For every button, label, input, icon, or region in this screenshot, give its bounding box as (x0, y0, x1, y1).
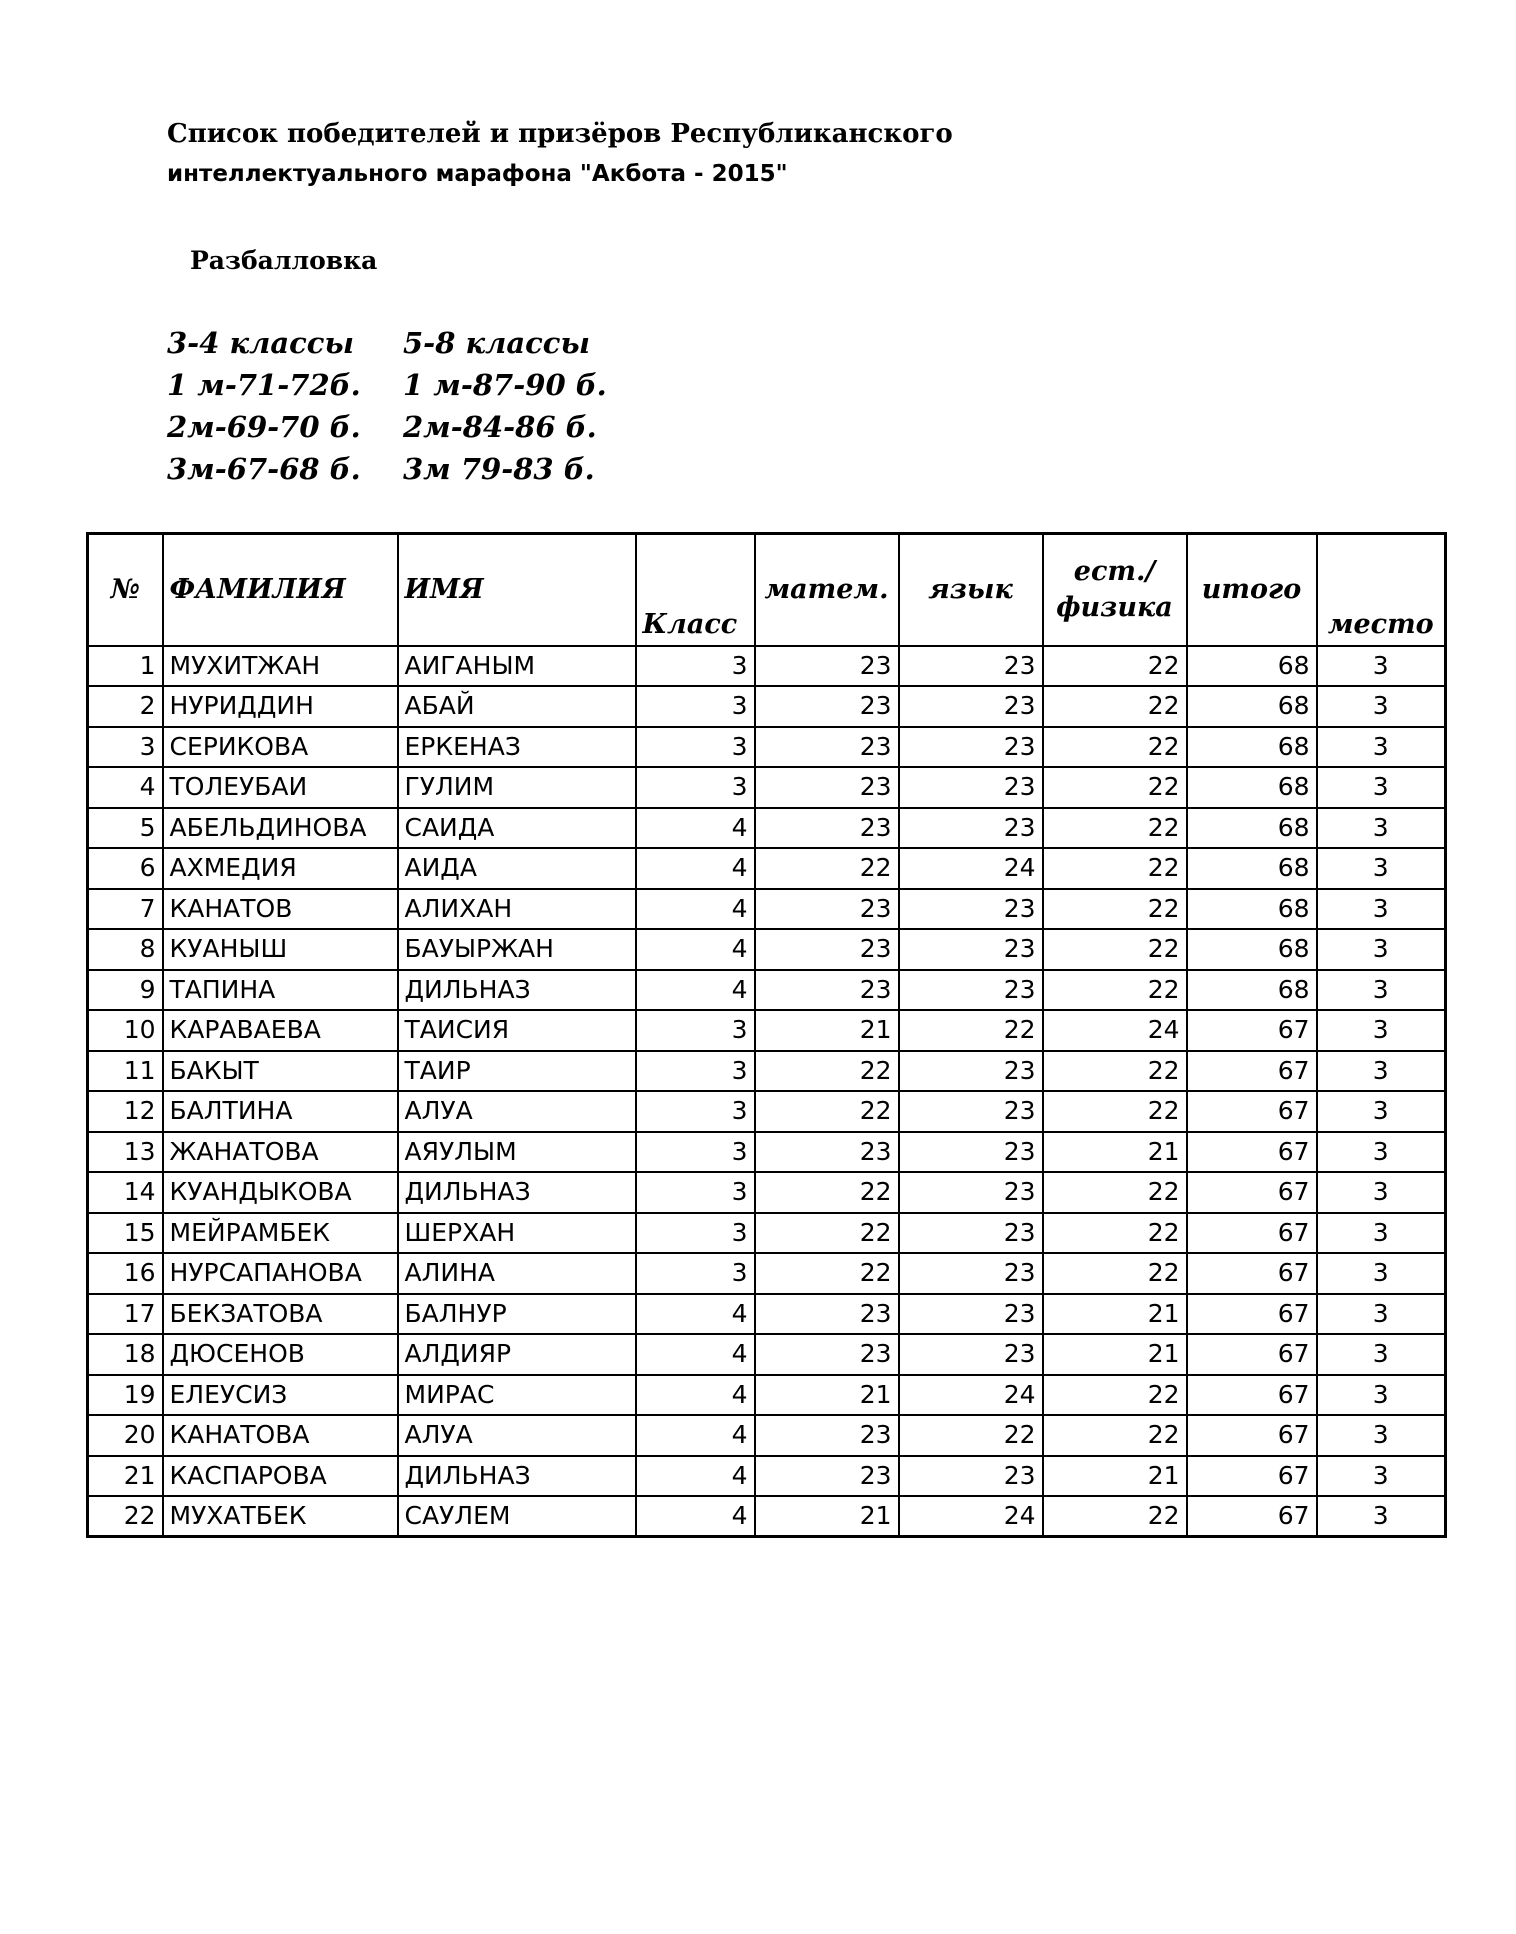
cell-num: 18 (88, 1334, 163, 1375)
cell-science: 22 (1043, 686, 1187, 727)
cell-total: 67 (1187, 1294, 1317, 1335)
cell-surname: КУАНЫШ (163, 929, 398, 970)
cell-science: 22 (1043, 1375, 1187, 1416)
cell-total: 68 (1187, 808, 1317, 849)
cell-surname: КАНАТОВА (163, 1415, 398, 1456)
table-row (88, 808, 1446, 849)
cell-science: 22 (1043, 848, 1187, 889)
cell-grade: 3 (636, 1172, 755, 1213)
cell-name: АБАЙ (398, 686, 636, 727)
table-row (88, 1253, 1446, 1294)
scoring-col1-place2: 2м-69-70 б. (167, 410, 361, 444)
header-science-line2: физика (1056, 591, 1173, 623)
cell-grade: 3 (636, 1213, 755, 1254)
cell-surname: ТАПИНА (163, 970, 398, 1011)
cell-surname: ДЮСЕНОВ (163, 1334, 398, 1375)
cell-name: ГУЛИМ (398, 767, 636, 808)
cell-name: АИДА (398, 848, 636, 889)
cell-name: МИРАС (398, 1375, 636, 1416)
cell-num: 6 (88, 848, 163, 889)
cell-math: 23 (755, 929, 899, 970)
table-row (88, 1051, 1446, 1092)
cell-grade: 4 (636, 1334, 755, 1375)
cell-surname: СЕРИКОВА (163, 727, 398, 768)
cell-language: 23 (899, 1172, 1043, 1213)
cell-num: 19 (88, 1375, 163, 1416)
table-row (88, 929, 1446, 970)
cell-grade: 4 (636, 929, 755, 970)
cell-num: 17 (88, 1294, 163, 1335)
cell-total: 67 (1187, 1010, 1317, 1051)
table-row (88, 1456, 1446, 1497)
cell-grade: 3 (636, 1091, 755, 1132)
cell-grade: 4 (636, 1456, 755, 1497)
table-row (88, 889, 1446, 930)
cell-language: 23 (899, 1091, 1043, 1132)
table-row (88, 1172, 1446, 1213)
table-body (88, 646, 1446, 1537)
table-row (88, 1091, 1446, 1132)
page-title: Список победителей и призёров Республиканского (167, 119, 953, 149)
cell-total: 68 (1187, 686, 1317, 727)
cell-grade: 3 (636, 1010, 755, 1051)
cell-math: 23 (755, 1334, 899, 1375)
cell-total: 67 (1187, 1334, 1317, 1375)
header-total: итого (1187, 534, 1317, 646)
cell-math: 23 (755, 727, 899, 768)
cell-num: 8 (88, 929, 163, 970)
cell-science: 22 (1043, 970, 1187, 1011)
cell-science: 22 (1043, 1051, 1187, 1092)
cell-math: 23 (755, 1456, 899, 1497)
cell-language: 23 (899, 929, 1043, 970)
cell-num: 11 (88, 1051, 163, 1092)
cell-place: 3 (1317, 646, 1446, 687)
cell-place: 3 (1317, 1294, 1446, 1335)
table-row (88, 646, 1446, 687)
cell-grade: 4 (636, 808, 755, 849)
cell-surname: БАЛТИНА (163, 1091, 398, 1132)
table-row (88, 1415, 1446, 1456)
cell-grade: 3 (636, 686, 755, 727)
cell-place: 3 (1317, 889, 1446, 930)
cell-language: 23 (899, 646, 1043, 687)
cell-num: 21 (88, 1456, 163, 1497)
cell-language: 23 (899, 1213, 1043, 1254)
cell-language: 22 (899, 1415, 1043, 1456)
cell-total: 68 (1187, 970, 1317, 1011)
cell-total: 67 (1187, 1253, 1317, 1294)
cell-language: 23 (899, 1253, 1043, 1294)
cell-language: 23 (899, 970, 1043, 1011)
cell-science: 22 (1043, 727, 1187, 768)
cell-science: 22 (1043, 1496, 1187, 1537)
cell-place: 3 (1317, 808, 1446, 849)
header-surname: ФАМИЛИЯ (163, 534, 398, 646)
scoring-col2-place3: 3м 79-83 б. (403, 452, 595, 486)
cell-language: 23 (899, 1294, 1043, 1335)
table-row (88, 848, 1446, 889)
cell-language: 23 (899, 767, 1043, 808)
table-row (88, 1496, 1446, 1537)
header-name: ИМЯ (398, 534, 636, 646)
cell-num: 5 (88, 808, 163, 849)
cell-grade: 4 (636, 1496, 755, 1537)
cell-place: 3 (1317, 1375, 1446, 1416)
cell-math: 23 (755, 970, 899, 1011)
cell-name: ТАИСИЯ (398, 1010, 636, 1051)
cell-num: 22 (88, 1496, 163, 1537)
cell-num: 2 (88, 686, 163, 727)
cell-surname: КАНАТОВ (163, 889, 398, 930)
cell-language: 24 (899, 1496, 1043, 1537)
cell-total: 67 (1187, 1051, 1317, 1092)
header-science (1043, 534, 1187, 646)
scoring-col1-heading: 3-4 классы (167, 326, 354, 360)
cell-language: 23 (899, 1132, 1043, 1173)
table-row (88, 1334, 1446, 1375)
cell-math: 22 (755, 848, 899, 889)
cell-grade: 4 (636, 848, 755, 889)
cell-total: 68 (1187, 889, 1317, 930)
cell-grade: 3 (636, 646, 755, 687)
cell-surname: МУХАТБЕК (163, 1496, 398, 1537)
cell-grade: 4 (636, 970, 755, 1011)
table-row (88, 1294, 1446, 1335)
cell-num: 9 (88, 970, 163, 1011)
scoring-col2-place2: 2м-84-86 б. (403, 410, 597, 444)
cell-language: 23 (899, 727, 1043, 768)
cell-num: 14 (88, 1172, 163, 1213)
cell-math: 22 (755, 1253, 899, 1294)
cell-place: 3 (1317, 1091, 1446, 1132)
cell-place: 3 (1317, 686, 1446, 727)
cell-place: 3 (1317, 1415, 1446, 1456)
cell-total: 67 (1187, 1132, 1317, 1173)
cell-name: САУЛЕМ (398, 1496, 636, 1537)
cell-math: 21 (755, 1375, 899, 1416)
cell-surname: ЖАНАТОВА (163, 1132, 398, 1173)
cell-name: ЕРКЕНАЗ (398, 727, 636, 768)
cell-math: 21 (755, 1496, 899, 1537)
table-row (88, 970, 1446, 1011)
cell-grade: 4 (636, 1294, 755, 1335)
cell-place: 3 (1317, 1010, 1446, 1051)
cell-math: 22 (755, 1213, 899, 1254)
cell-surname: АБЕЛЬДИНОВА (163, 808, 398, 849)
cell-name: ДИЛЬНАЗ (398, 1172, 636, 1213)
cell-surname: ТОЛЕУБАИ (163, 767, 398, 808)
cell-grade: 3 (636, 727, 755, 768)
scoring-legend (167, 322, 663, 490)
cell-surname: КАРАВАЕВА (163, 1010, 398, 1051)
cell-language: 23 (899, 686, 1043, 727)
cell-total: 67 (1187, 1375, 1317, 1416)
cell-name: АЛУА (398, 1091, 636, 1132)
cell-science: 22 (1043, 929, 1187, 970)
table-row (88, 1010, 1446, 1051)
cell-language: 24 (899, 848, 1043, 889)
cell-num: 20 (88, 1415, 163, 1456)
cell-name: АЛИНА (398, 1253, 636, 1294)
scoring-col2-place1: 1 м-87-90 б. (403, 368, 607, 402)
cell-science: 24 (1043, 1010, 1187, 1051)
cell-total: 67 (1187, 1456, 1317, 1497)
cell-surname: КАСПАРОВА (163, 1456, 398, 1497)
cell-name: АЯУЛЫМ (398, 1132, 636, 1173)
scoring-col1-place1: 1 м-71-72б. (167, 368, 361, 402)
cell-total: 67 (1187, 1496, 1317, 1537)
cell-science: 21 (1043, 1294, 1187, 1335)
cell-language: 23 (899, 889, 1043, 930)
cell-science: 22 (1043, 767, 1187, 808)
cell-total: 68 (1187, 929, 1317, 970)
table-row (88, 767, 1446, 808)
header-grade: Класс (636, 534, 755, 646)
cell-science: 21 (1043, 1132, 1187, 1173)
cell-math: 23 (755, 808, 899, 849)
cell-name: САИДА (398, 808, 636, 849)
cell-language: 23 (899, 1051, 1043, 1092)
header-place: место (1317, 534, 1446, 646)
cell-surname: МУХИТЖАН (163, 646, 398, 687)
cell-math: 23 (755, 889, 899, 930)
cell-surname: НУРИДДИН (163, 686, 398, 727)
cell-science: 22 (1043, 646, 1187, 687)
cell-place: 3 (1317, 1496, 1446, 1537)
cell-name: ШЕРХАН (398, 1213, 636, 1254)
cell-place: 3 (1317, 1334, 1446, 1375)
cell-surname: КУАНДЫКОВА (163, 1172, 398, 1213)
cell-name: ТАИР (398, 1051, 636, 1092)
cell-surname: БЕКЗАТОВА (163, 1294, 398, 1335)
cell-num: 15 (88, 1213, 163, 1254)
cell-num: 10 (88, 1010, 163, 1051)
cell-math: 23 (755, 767, 899, 808)
header-math: матем. (755, 534, 899, 646)
cell-place: 3 (1317, 1456, 1446, 1497)
cell-place: 3 (1317, 1132, 1446, 1173)
cell-grade: 4 (636, 1375, 755, 1416)
cell-total: 68 (1187, 727, 1317, 768)
cell-place: 3 (1317, 848, 1446, 889)
cell-math: 23 (755, 1132, 899, 1173)
cell-total: 67 (1187, 1213, 1317, 1254)
results-table (86, 532, 1447, 1538)
cell-math: 22 (755, 1172, 899, 1213)
cell-place: 3 (1317, 1253, 1446, 1294)
cell-name: БАУЫРЖАН (398, 929, 636, 970)
cell-math: 22 (755, 1091, 899, 1132)
cell-num: 4 (88, 767, 163, 808)
cell-science: 22 (1043, 1213, 1187, 1254)
cell-num: 7 (88, 889, 163, 930)
cell-name: АИГАНЫМ (398, 646, 636, 687)
cell-science: 22 (1043, 889, 1187, 930)
cell-surname: НУРСАПАНОВА (163, 1253, 398, 1294)
cell-science: 22 (1043, 1091, 1187, 1132)
cell-surname: МЕЙРАМБЕК (163, 1213, 398, 1254)
cell-science: 22 (1043, 1172, 1187, 1213)
cell-total: 67 (1187, 1172, 1317, 1213)
table-row (88, 1213, 1446, 1254)
cell-grade: 3 (636, 1051, 755, 1092)
cell-grade: 3 (636, 1253, 755, 1294)
cell-name: ДИЛЬНАЗ (398, 1456, 636, 1497)
cell-num: 3 (88, 727, 163, 768)
cell-name: АЛДИЯР (398, 1334, 636, 1375)
cell-place: 3 (1317, 767, 1446, 808)
header-science-line1: ест./ (1073, 555, 1156, 587)
cell-science: 21 (1043, 1456, 1187, 1497)
cell-science: 22 (1043, 1415, 1187, 1456)
cell-surname: ЕЛЕУСИЗ (163, 1375, 398, 1416)
scoring-col1-place3: 3м-67-68 б. (167, 452, 361, 486)
cell-place: 3 (1317, 970, 1446, 1011)
cell-total: 68 (1187, 767, 1317, 808)
cell-science: 22 (1043, 808, 1187, 849)
cell-num: 1 (88, 646, 163, 687)
table-row (88, 1375, 1446, 1416)
cell-name: ДИЛЬНАЗ (398, 970, 636, 1011)
cell-grade: 4 (636, 889, 755, 930)
table-row (88, 686, 1446, 727)
cell-num: 16 (88, 1253, 163, 1294)
page-subtitle: интеллектуального марафона "Акбота - 2015" (167, 161, 788, 187)
cell-place: 3 (1317, 1213, 1446, 1254)
scoring-col2-heading: 5-8 классы (403, 326, 590, 360)
cell-language: 24 (899, 1375, 1043, 1416)
cell-total: 67 (1187, 1415, 1317, 1456)
cell-grade: 3 (636, 1132, 755, 1173)
table-row (88, 727, 1446, 768)
cell-math: 23 (755, 1294, 899, 1335)
cell-num: 13 (88, 1132, 163, 1173)
cell-total: 68 (1187, 848, 1317, 889)
cell-grade: 3 (636, 767, 755, 808)
header-num: № (88, 534, 163, 646)
cell-science: 21 (1043, 1334, 1187, 1375)
cell-math: 23 (755, 646, 899, 687)
cell-science: 22 (1043, 1253, 1187, 1294)
cell-surname: АХМЕДИЯ (163, 848, 398, 889)
cell-name: АЛУА (398, 1415, 636, 1456)
cell-place: 3 (1317, 929, 1446, 970)
scoring-title: Разбалловка (190, 246, 378, 275)
header-language: язык (899, 534, 1043, 646)
cell-place: 3 (1317, 1172, 1446, 1213)
cell-grade: 4 (636, 1415, 755, 1456)
cell-math: 21 (755, 1010, 899, 1051)
table-row (88, 1132, 1446, 1173)
cell-math: 22 (755, 1051, 899, 1092)
cell-surname: БАКЫТ (163, 1051, 398, 1092)
cell-language: 23 (899, 1456, 1043, 1497)
cell-math: 23 (755, 686, 899, 727)
cell-language: 23 (899, 808, 1043, 849)
cell-num: 12 (88, 1091, 163, 1132)
cell-language: 22 (899, 1010, 1043, 1051)
cell-name: БАЛНУР (398, 1294, 636, 1335)
table-header-row (88, 534, 1446, 646)
cell-place: 3 (1317, 1051, 1446, 1092)
cell-total: 67 (1187, 1091, 1317, 1132)
cell-math: 23 (755, 1415, 899, 1456)
cell-place: 3 (1317, 727, 1446, 768)
cell-name: АЛИХАН (398, 889, 636, 930)
cell-total: 68 (1187, 646, 1317, 687)
cell-language: 23 (899, 1334, 1043, 1375)
